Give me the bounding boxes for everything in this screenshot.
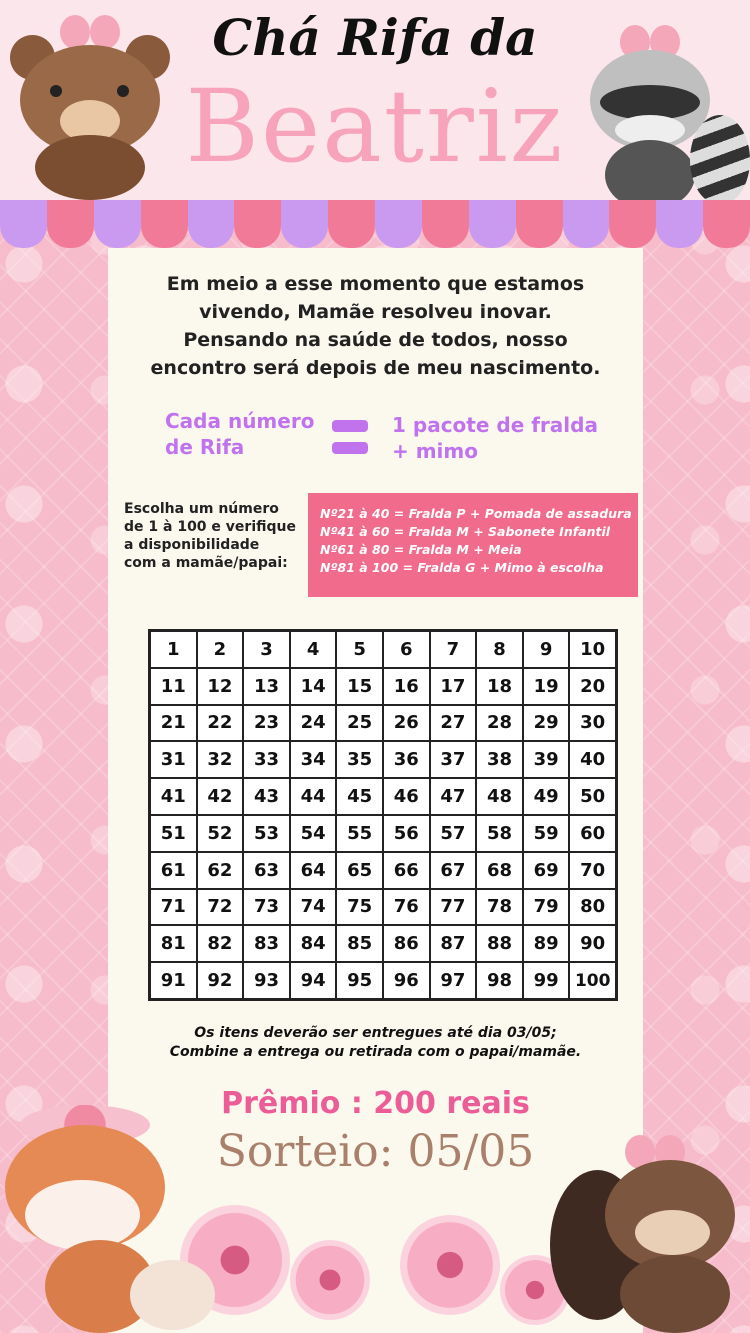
raffle-number-cell: 58: [476, 815, 523, 852]
raffle-number-cell: 92: [197, 962, 244, 999]
raffle-number-cell: 5: [336, 631, 383, 668]
intro-line: encontro será depois de meu nascimento.: [150, 357, 601, 379]
flower-decoration: [290, 1240, 370, 1320]
raffle-number-cell: 97: [430, 962, 477, 999]
raffle-number-cell: 73: [243, 889, 290, 926]
note-line: Combine a entrega ou retirada com o papai/mamãe.: [169, 1044, 582, 1060]
awning: [0, 200, 750, 248]
intro-line: Em meio a esse momento que estamos: [166, 273, 585, 295]
raffle-number-cell: 100: [569, 962, 616, 999]
equation-left-line: de Rifa: [165, 435, 245, 459]
raffle-number-cell: 37: [430, 741, 477, 778]
raffle-number-cell: 22: [197, 705, 244, 742]
raffle-number-cell: 28: [476, 705, 523, 742]
fox-illustration: [0, 1100, 215, 1333]
raffle-number-cell: 36: [383, 741, 430, 778]
raffle-number-cell: 95: [336, 962, 383, 999]
raffle-number-cell: 61: [150, 852, 197, 889]
raffle-number-cell: 42: [197, 778, 244, 815]
squirrel-illustration: [550, 1130, 750, 1333]
intro-text: [108, 270, 643, 382]
raffle-number-cell: 19: [523, 668, 570, 705]
raffle-number-cell: 47: [430, 778, 477, 815]
prize-item: Nº61 à 80 = Fralda M + Meia: [320, 542, 522, 557]
raffle-number-cell: 7: [430, 631, 477, 668]
prize-list-box: [308, 493, 638, 597]
raffle-number-cell: 44: [290, 778, 337, 815]
raffle-number-cell: 9: [523, 631, 570, 668]
raffle-number-cell: 6: [383, 631, 430, 668]
raffle-number-cell: 45: [336, 778, 383, 815]
raffle-number-cell: 68: [476, 852, 523, 889]
raffle-number-cell: 55: [336, 815, 383, 852]
raffle-number-cell: 50: [569, 778, 616, 815]
raffle-number-cell: 66: [383, 852, 430, 889]
raffle-number-cell: 67: [430, 852, 477, 889]
raffle-number-cell: 65: [336, 852, 383, 889]
raffle-number-grid: [148, 629, 618, 1001]
raffle-number-cell: 82: [197, 925, 244, 962]
raffle-number-cell: 60: [569, 815, 616, 852]
choose-line: de 1 à 100 e verifique: [124, 519, 296, 535]
raffle-number-cell: 78: [476, 889, 523, 926]
raffle-number-cell: 35: [336, 741, 383, 778]
raffle-number-cell: 40: [569, 741, 616, 778]
equation-right: [392, 412, 622, 464]
raffle-number-cell: 41: [150, 778, 197, 815]
choose-line: a disponibilidade: [124, 537, 260, 553]
raffle-number-cell: 83: [243, 925, 290, 962]
raffle-number-cell: 48: [476, 778, 523, 815]
raffle-number-cell: 98: [476, 962, 523, 999]
raffle-number-cell: 32: [197, 741, 244, 778]
raffle-number-cell: 23: [243, 705, 290, 742]
raffle-number-cell: 1: [150, 631, 197, 668]
raffle-number-cell: 85: [336, 925, 383, 962]
flower-decoration: [400, 1215, 500, 1315]
raffle-number-cell: 54: [290, 815, 337, 852]
raffle-number-cell: 69: [523, 852, 570, 889]
raffle-number-cell: 53: [243, 815, 290, 852]
raffle-number-cell: 21: [150, 705, 197, 742]
raffle-number-cell: 34: [290, 741, 337, 778]
raffle-number-cell: 81: [150, 925, 197, 962]
equals-icon: [332, 420, 368, 454]
raffle-number-cell: 20: [569, 668, 616, 705]
raffle-number-cell: 87: [430, 925, 477, 962]
raffle-number-cell: 57: [430, 815, 477, 852]
draw-date: Sorteio: 05/05: [216, 1126, 535, 1177]
delivery-note: [108, 1024, 643, 1062]
raffle-number-cell: 38: [476, 741, 523, 778]
raffle-number-cell: 63: [243, 852, 290, 889]
raffle-number-cell: 71: [150, 889, 197, 926]
note-line: Os itens deverão ser entregues até dia 03/05;: [194, 1025, 557, 1041]
raffle-number-cell: 25: [336, 705, 383, 742]
raffle-number-cell: 3: [243, 631, 290, 668]
raffle-number-cell: 17: [430, 668, 477, 705]
raffle-number-cell: 91: [150, 962, 197, 999]
choose-line: Escolha um número: [124, 501, 279, 517]
raffle-number-cell: 76: [383, 889, 430, 926]
raffle-number-cell: 96: [383, 962, 430, 999]
raffle-number-cell: 12: [197, 668, 244, 705]
prize-amount: Prêmio : 200 reais: [221, 1086, 530, 1121]
raffle-number-cell: 99: [523, 962, 570, 999]
equation-right-line: 1 pacote de fralda: [392, 413, 598, 437]
raffle-number-cell: 18: [476, 668, 523, 705]
raffle-number-cell: 29: [523, 705, 570, 742]
raffle-number-cell: 43: [243, 778, 290, 815]
raffle-number-cell: 62: [197, 852, 244, 889]
raffle-number-cell: 72: [197, 889, 244, 926]
raffle-number-cell: 80: [569, 889, 616, 926]
raffle-number-cell: 2: [197, 631, 244, 668]
raffle-number-cell: 79: [523, 889, 570, 926]
prize-item: Nº81 à 100 = Fralda G + Mimo à escolha: [320, 560, 604, 575]
raffle-number-cell: 70: [569, 852, 616, 889]
raffle-number-cell: 77: [430, 889, 477, 926]
raffle-number-cell: 10: [569, 631, 616, 668]
raffle-number-cell: 51: [150, 815, 197, 852]
raffle-number-cell: 89: [523, 925, 570, 962]
raffle-number-cell: 30: [569, 705, 616, 742]
raffle-number-cell: 39: [523, 741, 570, 778]
equation-right-line: + mimo: [392, 439, 478, 463]
raffle-number-cell: 31: [150, 741, 197, 778]
raffle-number-cell: 56: [383, 815, 430, 852]
baby-name-title: Beatriz: [185, 68, 565, 185]
raffle-number-cell: 15: [336, 668, 383, 705]
raffle-number-cell: 93: [243, 962, 290, 999]
raffle-number-cell: 11: [150, 668, 197, 705]
raffle-number-cell: 26: [383, 705, 430, 742]
raffle-number-cell: 52: [197, 815, 244, 852]
raffle-number-cell: 27: [430, 705, 477, 742]
raffle-number-cell: 75: [336, 889, 383, 926]
prize-item: Nº41 à 60 = Fralda M + Sabonete Infantil: [320, 524, 611, 539]
raffle-number-cell: 84: [290, 925, 337, 962]
raffle-number-cell: 94: [290, 962, 337, 999]
raffle-number-cell: 24: [290, 705, 337, 742]
raffle-number-cell: 14: [290, 668, 337, 705]
raffle-number-cell: 90: [569, 925, 616, 962]
raffle-number-cell: 88: [476, 925, 523, 962]
equation-left: [165, 408, 335, 460]
raffle-number-cell: 4: [290, 631, 337, 668]
prize-item: Nº21 à 40 = Fralda P + Pomada de assadura: [320, 506, 632, 521]
choose-instructions: [124, 500, 304, 572]
raffle-number-cell: 59: [523, 815, 570, 852]
raffle-number-cell: 74: [290, 889, 337, 926]
raffle-number-cell: 33: [243, 741, 290, 778]
raffle-number-cell: 46: [383, 778, 430, 815]
raffle-number-cell: 13: [243, 668, 290, 705]
intro-line: vivendo, Mamãe resolveu inovar.: [199, 301, 552, 323]
raffle-number-cell: 86: [383, 925, 430, 962]
equation-left-line: Cada número: [165, 409, 315, 433]
raffle-number-cell: 8: [476, 631, 523, 668]
choose-line: com a mamãe/papai:: [124, 555, 288, 571]
raffle-number-cell: 64: [290, 852, 337, 889]
raffle-number-cell: 49: [523, 778, 570, 815]
raffle-number-cell: 16: [383, 668, 430, 705]
title-line: Chá Rifa da: [212, 8, 538, 67]
intro-line: Pensando na saúde de todos, nosso: [183, 329, 568, 351]
